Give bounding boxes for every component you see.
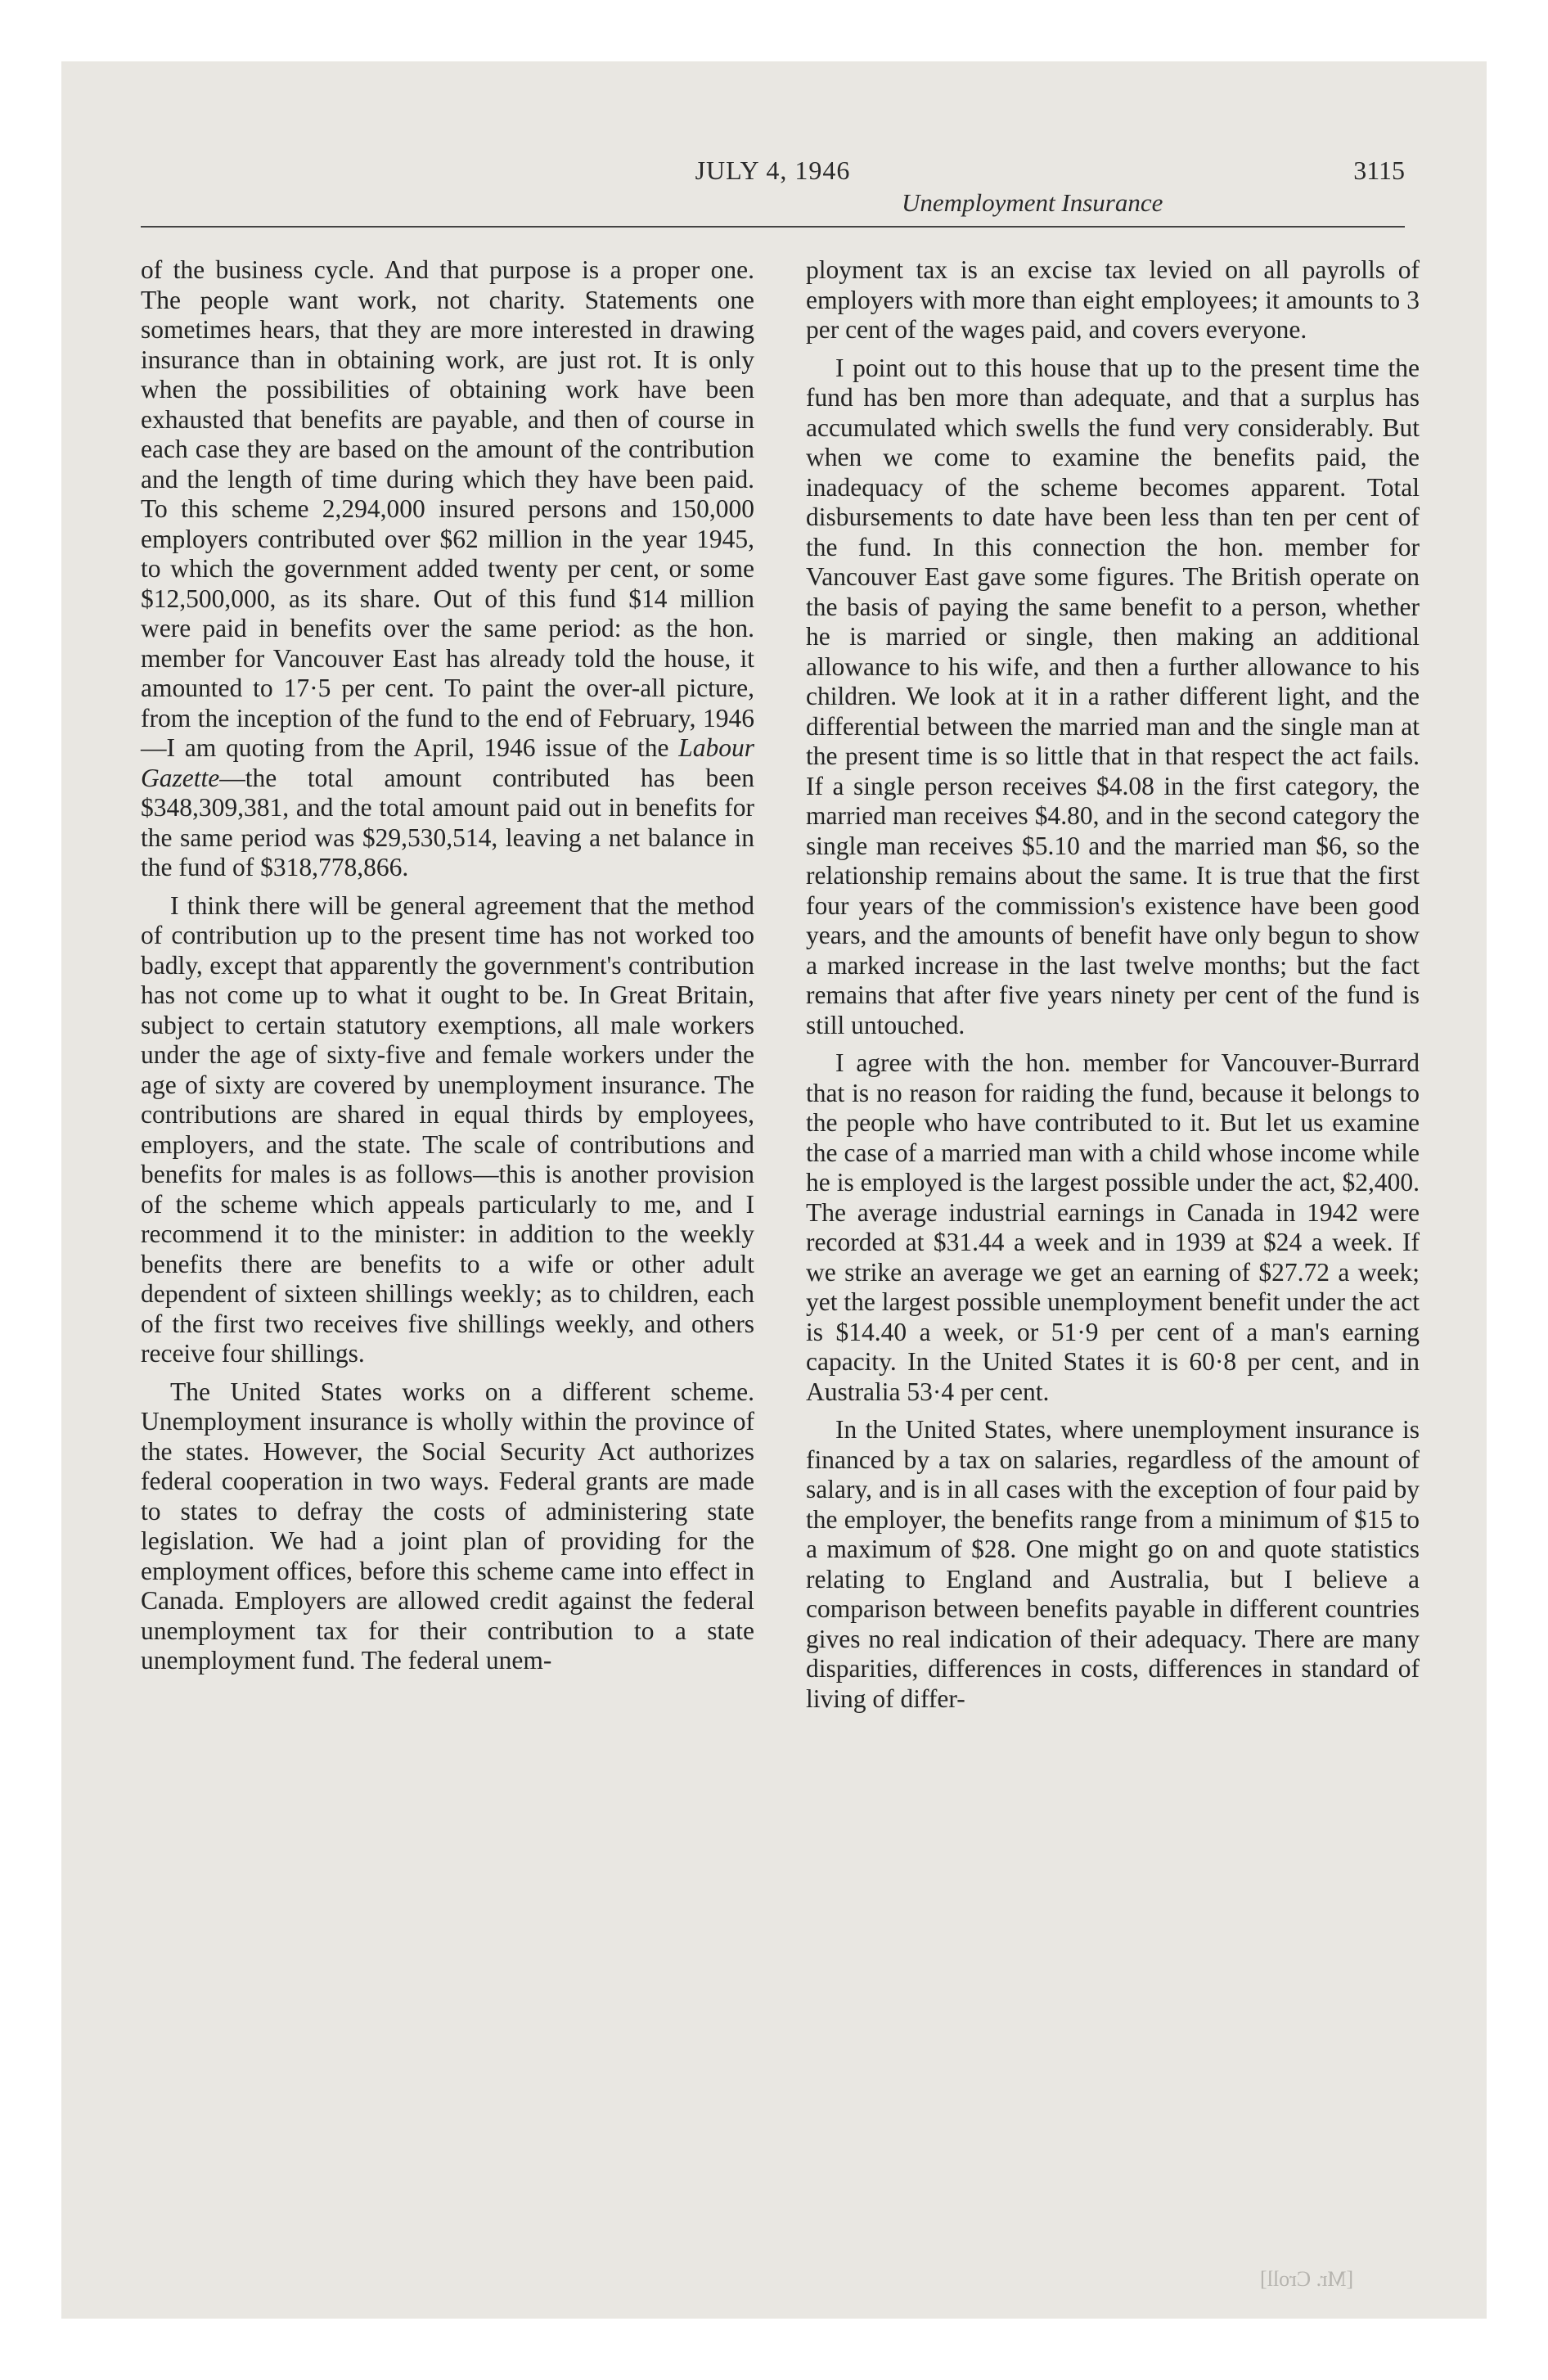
paragraph-text: of the business cycle. And that purpose is a proper one. The people want work, not charity. Statements one sometimes hears, that they are more interested in drawing insurance than in obtaining work, are just rot. It is only when the possibilities of obtaining work have been exhausted that benefits are payable, and then of course in each case they are based on the amount of the contribution and the length of time during which they have been paid. To this scheme 2,294,000 insured persons and 150,000 employers contributed over $62 million in the year 1945, to which the government added twenty per cent, or some $12,500,000, as its share. Out of this fund $14 million were paid in benefits over the same period: as the hon. member for Vancouver East has already told the house, it amounted to 17·5 per cent. To paint the over-all picture, from the inception of the fund to the end of February, 1946—I am quoting from the April, 1946 issue of the bbox=[141, 255, 754, 762]
header-date: JULY 4, 1946 bbox=[695, 156, 851, 185]
page-number: 3115 bbox=[1353, 156, 1405, 185]
paragraph: I agree with the hon. member for Vancouver-Burrard that is no reason for raiding the fund, because it belongs to the people who have contributed to it. But let us examine the case of a married man with a child whose income while he is employed is the largest possible under the act, $2,400. The average industrial earnings in Canada in 1942 were recorded at $31.44 a week and in 1939 at $24 a week. If we strike an average we get an earning of $27.72 a week; yet the largest possible unemployment benefit under the act is $14.40 a week, or 51·9 per cent of a man's earning capacity. In the United States it is 60·8 per cent, and in Australia 53·4 per cent. bbox=[806, 1048, 1420, 1406]
paragraph: In the United States, where unemployment insurance is financed by a tax on salaries, regardless of the amount of salary, and is in all cases with the exception of four paid by the employer, the benefits range from a minimum of $15 to a maximum of $28. One might go on and quote statistics relating to England and Australia, but I believe a comparison between benefits payable in different countries gives no real indication of their adequacy. There are many disparities, differences in costs, differences in standard of living of differ- bbox=[806, 1415, 1420, 1713]
paragraph-text: —the total amount contributed has been $348,309,381, and the total amount paid out in benefits for the same period was $29,530,514, leaving a net balance in the fund of $318,778,866. bbox=[141, 763, 754, 881]
paragraph: The United States works on a different scheme. Unemployment insurance is wholly within the province of the states. However, the Social Security Act authorizes federal cooperation in two ways. Federal grants are made to states to defray the costs of administering state legislation. We had a joint plan of providing for the employment offices, before this scheme came into effect in Canada. Employers are allowed credit against the federal unemployment tax for their contribution to a state unemployment fund. The federal unem- bbox=[141, 1377, 754, 1675]
paragraph: ployment tax is an excise tax levied on all payrolls of employers with more than eight employees; it amounts to 3 per cent of the wages paid, and covers everyone. bbox=[806, 255, 1420, 344]
paragraph: I think there will be general agreement that the method of contribution up to the present time has not worked too badly, except that apparently the government's contribution has not come up to what it ought to be. In Great Britain, subject to certain statutory exemptions, all male workers under the age of sixty-five and female workers under the age of sixty are covered by unemployment insurance. The contributions are shared in equal thirds by employees, employers, and the state. The scale of contributions and benefits for males is as follows—this is another provision of the scheme which appeals particularly to me, and I recommend it to the minister: in addition to the weekly benefits there are benefits to a wife or other adult dependent of sixteen shillings weekly; as to children, each of the first two receives five shillings weekly, and others receive four shillings. bbox=[141, 890, 754, 1368]
left-column bbox=[141, 255, 754, 1684]
header-subject: Unemployment Insurance bbox=[902, 188, 1163, 217]
header-rule bbox=[141, 226, 1405, 228]
publication-title: Labour Gazette bbox=[141, 733, 754, 792]
paragraph bbox=[141, 255, 754, 883]
paragraph: I point out to this house that up to the present time the fund has ben more than adequate, and that a surplus has accumulated which swells the fund very considerably. But when we come to examine the benefits paid, the inadequacy of the scheme becomes apparent. Total disbursements to date have been less than ten per cent of the fund. In this connection the hon. member for Vancouver East gave some figures. The British operate on the basis of paying the same benefit to a person, whether he is married or single, then making an additional allowance to his wife, and then a further allowance to his children. We look at it in a rather different light, and the differential between the married man and the single man at the present time is so little that in that respect the act fails. If a single person receives $4.08 in the first category, the married man receives $4.80, and in the second category the single man receives $5.10 and the married man $6, so the relationship remains about the same. It is true that the first four years of the commission's existence have been good years, and the amounts of benefit have only begun to show a marked increase in the last twelve months; but the fact remains that after five years ninety per cent of the fund is still untouched. bbox=[806, 353, 1420, 1039]
show-through-text: [Mr. Croll] bbox=[1260, 2267, 1354, 2291]
page-header bbox=[141, 156, 1405, 221]
right-column bbox=[806, 255, 1420, 1722]
